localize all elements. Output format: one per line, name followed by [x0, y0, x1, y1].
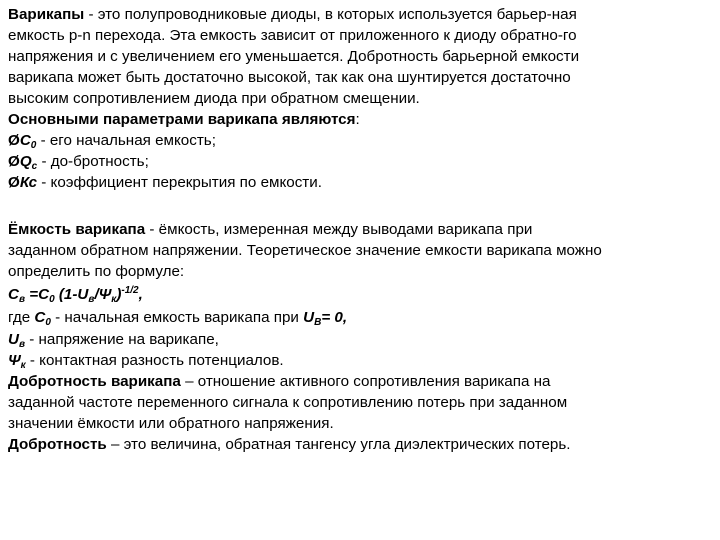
formula-paren-close: ) [116, 286, 122, 303]
formula-paren-open: (1-U [54, 286, 89, 303]
param-item [8, 131, 216, 151]
param-symbol-sub: 0 [30, 140, 37, 151]
quality-term-2: Добротность [8, 436, 107, 453]
formula-u-sub: в [88, 294, 95, 305]
formula-psi-sub: к [111, 294, 117, 305]
formula-lhs-sub: в [18, 294, 26, 305]
capacity-line-3: определить по формуле: [8, 263, 185, 280]
definition-symbol-sub: к [20, 360, 26, 371]
capacity-term: Ёмкость варикапа [8, 221, 146, 238]
definition-item [8, 330, 219, 350]
params-heading [8, 110, 360, 130]
quality-line-4 [8, 435, 571, 455]
bullet-arrow-icon: Ø [8, 132, 20, 149]
params-heading-colon: : [355, 111, 360, 128]
where-pre: где [8, 309, 35, 326]
definition-symbol: Ψ [8, 352, 21, 369]
quality-text: – отношение активного сопротивления варикапа на [180, 373, 551, 390]
formula-c0-sub: 0 [49, 294, 55, 305]
formula-exponent: -1/2 [121, 285, 139, 296]
intro-line-2: емкость p-n перехода. Эта емкость зависит от приложенного к диоду обратно-го [8, 27, 577, 44]
where-u-sub: В [314, 317, 322, 328]
intro-line-3: напряжения и с увеличением его уменьшается. Добротность барьерной емкости [8, 48, 580, 65]
bullet-arrow-icon: Ø [8, 174, 20, 191]
param-symbol-sub: c [31, 161, 38, 172]
definition-text: - контактная разность потенциалов. [25, 352, 284, 369]
quality-line-1 [8, 372, 550, 392]
definition-symbol-sub: в [18, 339, 26, 350]
where-symbol: C [34, 309, 46, 326]
quality-definition: – это величина, обратная тангенсу угла диэлектрических потерь. [106, 436, 571, 453]
capacity-text: - ёмкость, измеренная между выводами варикапа при [145, 221, 533, 238]
param-item [8, 152, 149, 172]
capacity-line-2: заданном обратном напряжении. Теоретическое значение емкости варикапа можно [8, 242, 602, 259]
params-heading-bold: Основными параметрами варикапа являются [8, 111, 356, 128]
where-tail: = 0, [321, 309, 348, 326]
param-item [8, 173, 322, 193]
where-line [8, 308, 347, 328]
quality-line-3: значении ёмкости или обратного напряжения. [8, 415, 334, 432]
intro-line-4: варикапа может быть достаточно высокой, так как она шунтируется достаточно [8, 69, 571, 86]
capacity-formula [8, 285, 143, 305]
where-u: U [303, 309, 315, 326]
intro-line-1 [8, 5, 577, 25]
formula-eq: =C [25, 286, 50, 303]
capacity-line-1 [8, 220, 532, 240]
formula-comma: , [138, 286, 143, 303]
definition-symbol: U [8, 331, 19, 348]
param-text: - его начальная емкость; [36, 132, 216, 149]
definition-item [8, 351, 284, 371]
quality-line-2: заданной частоте переменного сигнала к сопротивлению потерь при заданном [8, 394, 568, 411]
formula-lhs: C [8, 286, 19, 303]
intro-line-5: высоким сопротивлением диода при обратном смещении. [8, 90, 420, 107]
param-text: - коэффициент перекрытия по емкости. [37, 174, 322, 191]
formula-slash: /Ψ [94, 286, 112, 303]
param-text: - до-бротность; [37, 153, 149, 170]
param-symbol: C [19, 132, 31, 149]
param-symbol: Q [19, 153, 32, 170]
where-symbol-sub: 0 [45, 317, 51, 328]
definition-text: - напряжение на варикапе, [25, 331, 219, 348]
quality-term: Добротность варикапа [8, 373, 181, 390]
param-symbol: Кс [19, 174, 38, 191]
varicap-term: Варикапы [8, 6, 85, 23]
where-text: - начальная емкость варикапа при [50, 309, 304, 326]
intro-text: - это полупроводниковые диоды, в которых используется барьер-ная [84, 6, 577, 23]
bullet-arrow-icon: Ø [8, 153, 20, 170]
